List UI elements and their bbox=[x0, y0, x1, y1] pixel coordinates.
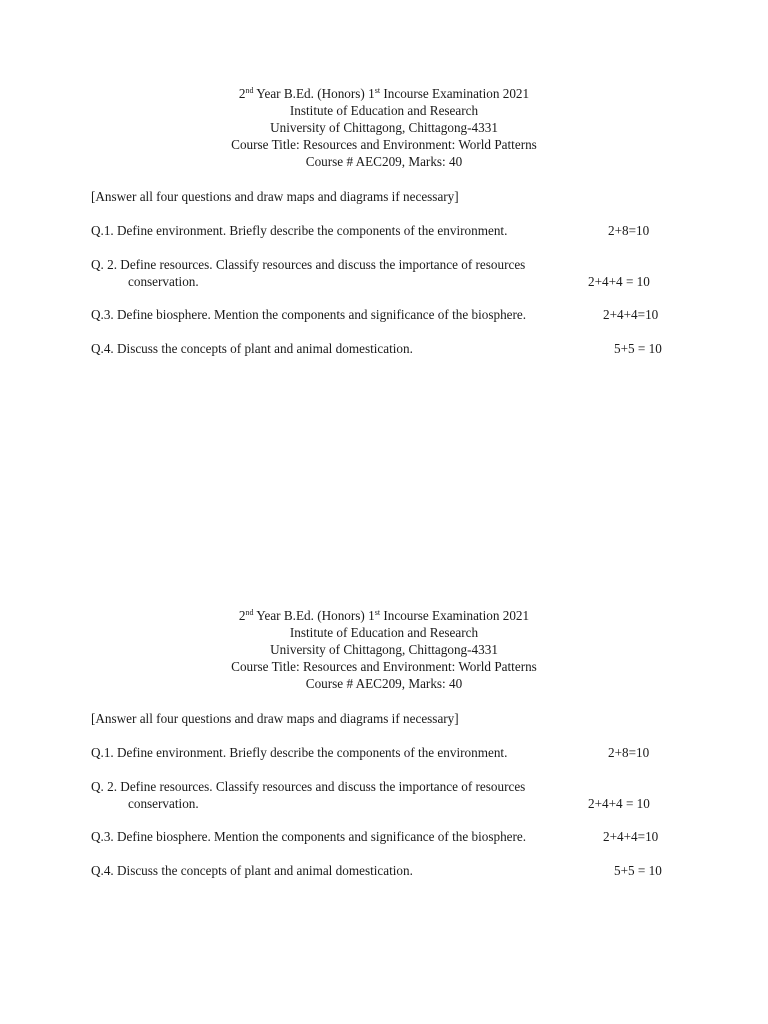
exam-header bbox=[0, 85, 768, 170]
question-text: Q.1. Define environment. Briefly describe the components of the environment. bbox=[91, 223, 508, 238]
exam-title: 2nd Year B.Ed. (Honors) 1st Incourse Examination 2021 bbox=[238, 608, 530, 623]
university-name: University of Chittagong, Chittagong-4331 bbox=[270, 120, 498, 135]
question-2 bbox=[91, 778, 691, 812]
exam-instructions: [Answer all four questions and draw maps and diagrams if necessary] bbox=[91, 189, 459, 204]
question-text: Q.3. Define biosphere. Mention the components and significance of the biosphere. bbox=[91, 307, 527, 322]
institute-name: Institute of Education and Research bbox=[289, 103, 479, 118]
course-code: Course # AEC209, Marks: 40 bbox=[305, 676, 463, 691]
institute-name: Institute of Education and Research bbox=[289, 625, 479, 640]
question-marks: 2+4+4=10 bbox=[603, 829, 659, 844]
question-text: Q.3. Define biosphere. Mention the components and significance of the biosphere. bbox=[91, 829, 527, 844]
exam-header bbox=[0, 607, 768, 692]
question-marks: 2+4+4 = 10 bbox=[588, 274, 650, 289]
question-marks: 2+8=10 bbox=[608, 223, 650, 238]
question-text: Q.1. Define environment. Briefly describe the components of the environment. bbox=[91, 745, 508, 760]
exam-title: 2nd Year B.Ed. (Honors) 1st Incourse Examination 2021 bbox=[238, 86, 530, 101]
question-marks: 2+4+4 = 10 bbox=[588, 796, 650, 811]
question-text: Q. 2. Define resources. Classify resources and discuss the importance of resources bbox=[91, 257, 526, 272]
question-marks: 5+5 = 10 bbox=[614, 341, 662, 356]
question-marks: 2+4+4=10 bbox=[603, 307, 659, 322]
question-4 bbox=[91, 340, 691, 357]
university-name: University of Chittagong, Chittagong-4331 bbox=[270, 642, 498, 657]
question-3 bbox=[91, 828, 691, 845]
question-4 bbox=[91, 862, 691, 879]
question-1 bbox=[91, 744, 691, 761]
question-text: Q.4. Discuss the concepts of plant and animal domestication. bbox=[91, 863, 413, 878]
question-3 bbox=[91, 306, 691, 323]
course-code: Course # AEC209, Marks: 40 bbox=[305, 154, 463, 169]
course-title: Course Title: Resources and Environment: World Patterns bbox=[231, 137, 537, 152]
question-text: Q. 2. Define resources. Classify resources and discuss the importance of resources bbox=[91, 779, 526, 794]
question-continuation: conservation. bbox=[128, 796, 199, 811]
question-2 bbox=[91, 256, 691, 290]
exam-paper-second bbox=[0, 607, 768, 878]
question-text: Q.4. Discuss the concepts of plant and animal domestication. bbox=[91, 341, 413, 356]
question-continuation: conservation. bbox=[128, 274, 199, 289]
question-marks: 2+8=10 bbox=[608, 745, 650, 760]
question-1 bbox=[91, 222, 691, 239]
question-marks: 5+5 = 10 bbox=[614, 863, 662, 878]
course-title: Course Title: Resources and Environment: World Patterns bbox=[231, 659, 537, 674]
exam-instructions: [Answer all four questions and draw maps and diagrams if necessary] bbox=[91, 711, 459, 726]
exam-paper-first bbox=[0, 85, 768, 356]
